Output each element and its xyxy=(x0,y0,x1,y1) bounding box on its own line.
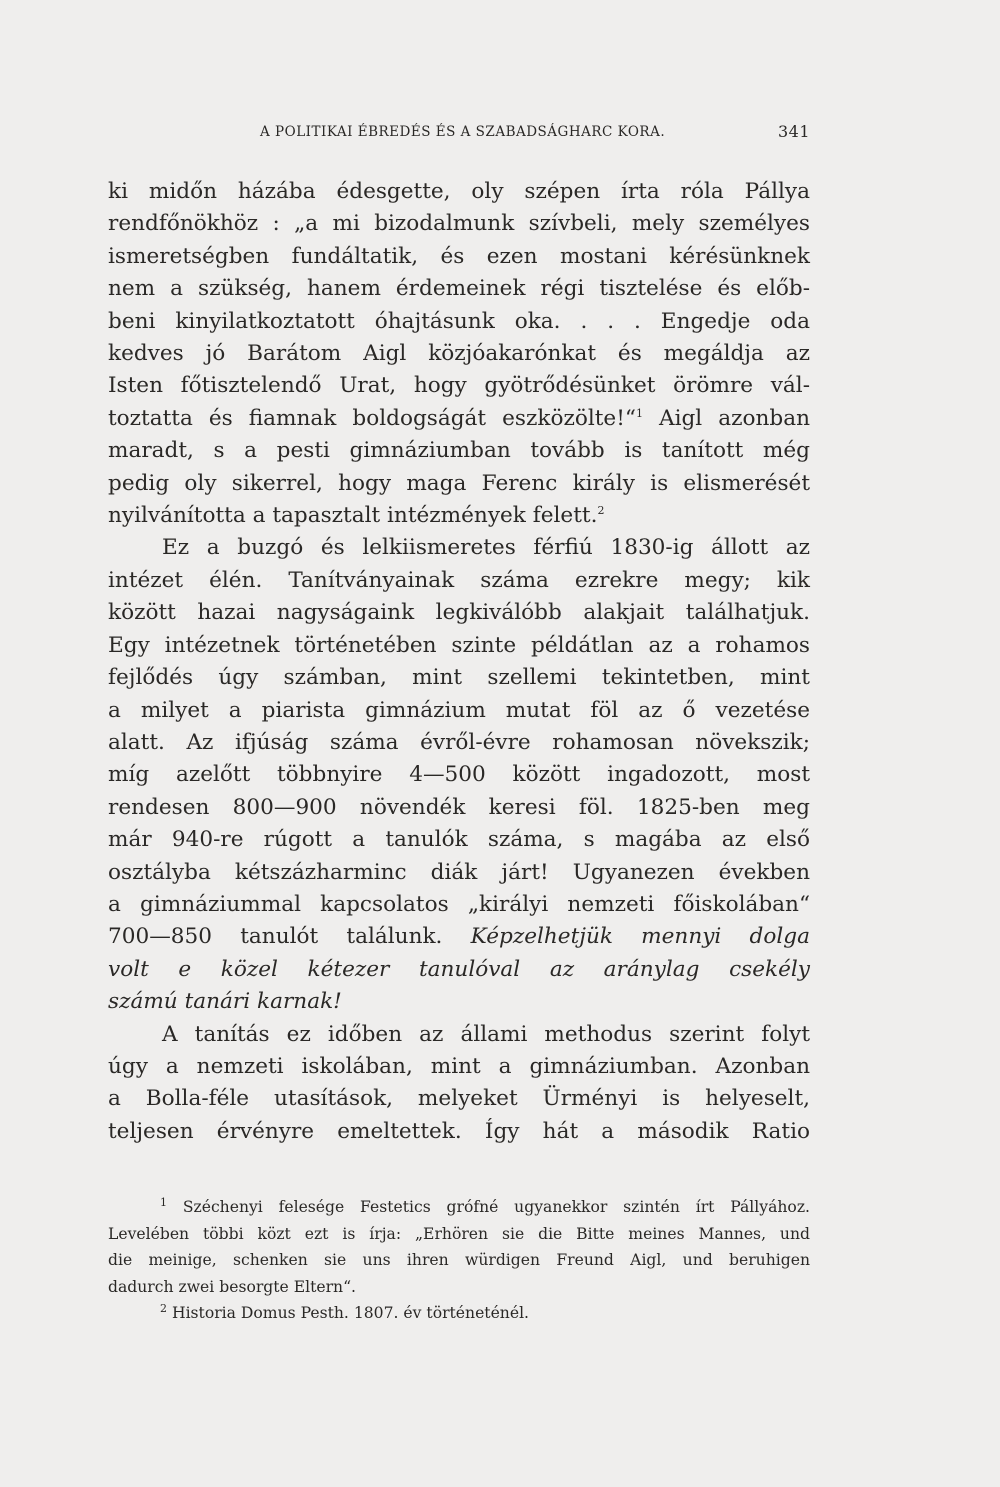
footnote-line: dadurch zwei besorgte Eltern“. xyxy=(108,1277,357,1296)
text-line: kedves jó Barátom Aigl közjóakarónkat és megáldja az xyxy=(108,341,810,367)
footnote-ref: 1 xyxy=(635,406,643,420)
italic-line xyxy=(108,986,810,1018)
text-segment: Aigl azonban xyxy=(658,405,810,431)
italic-segment: számú tanári karnak! xyxy=(108,989,342,1015)
italic-line xyxy=(108,954,810,986)
text-line: ismeretségben fundáltatik, és ezen mostani kérésünknek xyxy=(108,243,810,269)
page-number: 341 xyxy=(777,122,810,141)
text-line: rendesen 800—900 növendék keresi föl. 1825-ben meg xyxy=(108,794,810,820)
footnote-2 xyxy=(108,1300,810,1327)
italic-segment: Képzelhetjük mennyi dolga xyxy=(470,924,810,950)
paragraph-3 xyxy=(108,1019,810,1149)
text-line: a gimnáziummal kapcsolatos „királyi nemzeti főiskolában“ xyxy=(108,891,810,917)
footnote-line: die meinige, schenken sie uns ihren würdigen Freund Aigl, und beruhigen xyxy=(108,1251,810,1269)
paragraph-2 xyxy=(108,532,810,1018)
text-line-with-ref xyxy=(108,500,810,532)
text-segment: Historia Domus Pesth. 1807. év történeténél. xyxy=(171,1304,530,1322)
text-line: Ez a buzgó és lelkiismeretes férfiú 1830-ig állott az xyxy=(162,535,810,561)
text-line: ki midőn házába édesgette, oly szépen írta róla Pállya xyxy=(108,179,810,204)
text-line: úgy a nemzeti iskolában, mint a gimnáziumban. Azonban xyxy=(108,1053,810,1079)
text-line: A tanítás ez időben az állami methodus szerint folyt xyxy=(162,1021,810,1047)
text-line: intézet élén. Tanítványainak száma ezrekre megy; kik xyxy=(108,567,810,593)
text-line: Egy intézetnek történetében szinte példátlan az a rohamos xyxy=(108,632,810,658)
text-segment: toztatta és fiamnak boldogságát eszközölte!“ xyxy=(108,405,636,431)
footnote-1 xyxy=(108,1194,810,1300)
paragraph-1 xyxy=(108,176,810,532)
text-line: Isten főtisztelendő Urat, hogy gyötrődésünket örömre vál- xyxy=(108,373,810,399)
text-segment: nyilvánította a tapasztalt intézmények felett. xyxy=(108,503,598,529)
text-line-with-italic xyxy=(108,921,810,953)
text-line: nem a szükség, hanem érdemeinek régi tisztelése és előb- xyxy=(108,276,810,302)
text-line: míg azelőtt többnyire 4—500 között ingadozott, most xyxy=(108,762,810,788)
text-line: rendfőnökhöz : „a mi bizodalmunk szívbeli, mely személyes xyxy=(108,211,810,237)
text-line: alatt. Az ifjúság száma évről-évre rohamosan növekszik; xyxy=(108,729,810,755)
footnotes xyxy=(108,1194,810,1327)
main-text xyxy=(108,176,810,1148)
page-header xyxy=(108,124,810,144)
italic-segment: volt e közel kétezer tanulóval az aránylag csekély xyxy=(108,956,810,982)
footnote-line: Levelében többi közt ezt is írja: „Erhören sie die Bitte meines Mannes, und xyxy=(108,1224,810,1243)
text-line: között hazai nagyságaink legkiválóbb alakjait találhatjuk. xyxy=(108,600,810,626)
text-line: teljesen érvényre emeltettek. Így hát a második Ratio xyxy=(108,1118,810,1144)
text-line: már 940-re rúgott a tanulók száma, s magába az első xyxy=(108,827,810,853)
text-line: fejlődés úgy számban, mint szellemi tekintetben, mint xyxy=(108,665,810,691)
text-line-with-ref xyxy=(108,403,810,435)
text-line: beni kinyilatkoztatott óhajtásunk oka. . . . Engedje oda xyxy=(108,308,810,334)
text-line: osztályba kétszázharminc diák járt! Ugyanezen években xyxy=(108,859,810,885)
footnote-ref: 2 xyxy=(597,503,605,517)
footnote-line xyxy=(108,1300,810,1327)
text-segment: 700—850 tanulót találunk. xyxy=(108,924,443,950)
text-line: pedig oly sikerrel, hogy maga Ferenc király is elismerését xyxy=(108,470,810,496)
running-title: A POLITIKAI ÉBREDÉS ÉS A SZABADSÁGHARC KORA. xyxy=(260,124,666,140)
text-segment: Széchenyi felesége Festetics grófné ugyanekkor szintén írt Pállyához. xyxy=(182,1198,810,1216)
footnote-mark: 1 xyxy=(160,1195,167,1209)
footnote-mark: 2 xyxy=(160,1301,167,1315)
footnote-line xyxy=(108,1194,810,1221)
text-line: a Bolla-féle utasítások, melyeket Ürményi is helyeselt, xyxy=(108,1086,810,1112)
text-line: a milyet a piarista gimnázium mutat föl az ő vezetése xyxy=(108,697,810,723)
text-line: maradt, s a pesti gimnáziumban tovább is tanított még xyxy=(108,438,810,464)
